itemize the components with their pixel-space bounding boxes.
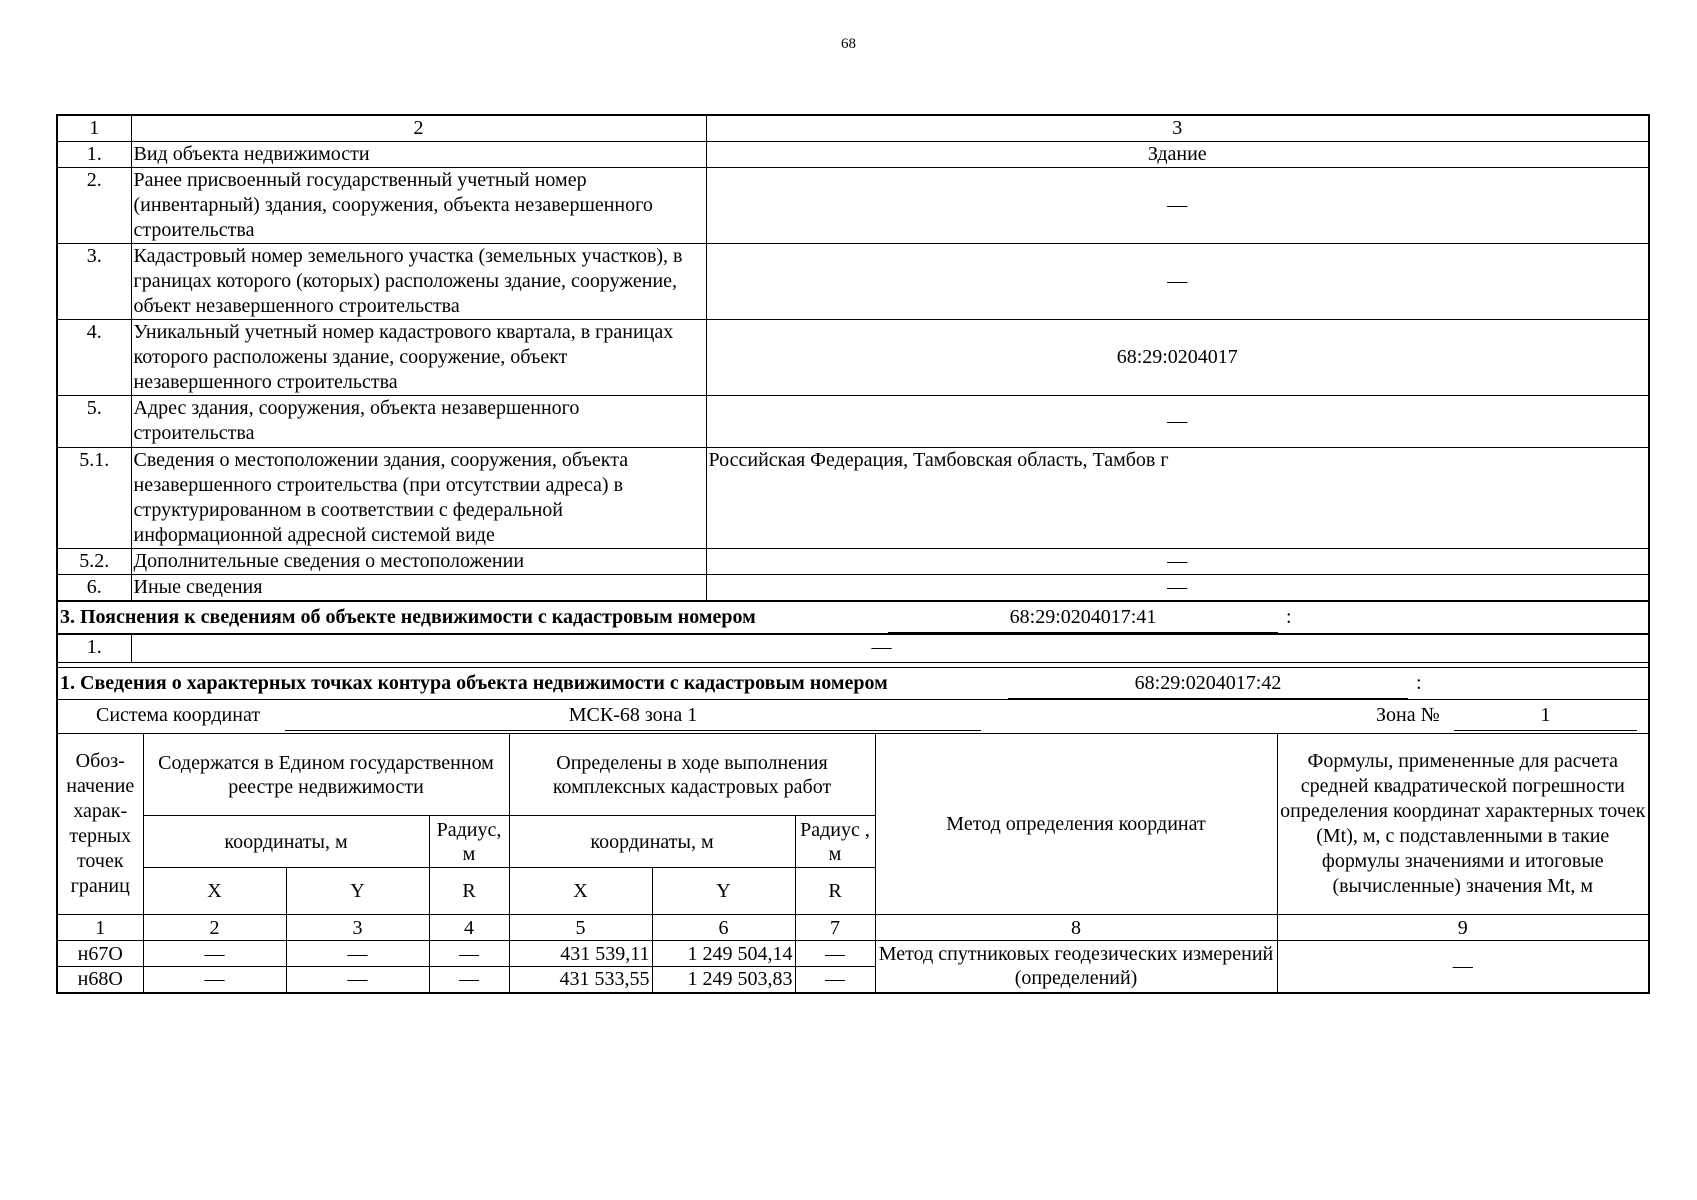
row-number: 6. — [57, 575, 131, 602]
coords-header: координаты, м — [509, 816, 795, 868]
complex-x: 431 533,55 — [509, 967, 652, 993]
method-header: Метод определения координат — [875, 734, 1277, 915]
document-body — [56, 114, 1650, 994]
column-number: 9 — [1277, 915, 1649, 941]
formula-value: — — [1277, 941, 1649, 993]
row-label: Адрес здания, сооружения, объекта незавершенного строительства — [131, 396, 706, 448]
x-header: X — [143, 868, 286, 915]
table-header-row — [57, 115, 1649, 142]
egrn-r: — — [429, 941, 509, 967]
section3-header — [56, 602, 1650, 634]
section3-table — [56, 634, 1650, 663]
column-number: 6 — [652, 915, 795, 941]
colon: : — [1416, 672, 1422, 694]
egrn-y: — — [286, 941, 429, 967]
designation-header: Обоз-начение харак-терных точек границ — [57, 734, 143, 915]
column-number: 1 — [57, 915, 143, 941]
y-header: Y — [652, 868, 795, 915]
coord-system-label: Система координат — [96, 704, 261, 726]
egrn-y: — — [286, 967, 429, 993]
header-cell: 1 — [57, 115, 131, 142]
formula-header: Формулы, примененные для расчета средней квадратической погрешности определения координат характерных точек (Mt), м, с подставленными в такие формулы значениями и итоговые (вычисленные) значения Mt, м — [1277, 734, 1649, 915]
row-number: 2. — [57, 168, 131, 244]
egrn-r: — — [429, 967, 509, 993]
table-row — [57, 941, 1649, 967]
egrn-x: — — [143, 967, 286, 993]
table-row — [57, 168, 1649, 244]
complex-r: — — [795, 941, 875, 967]
row-value: — — [706, 168, 1649, 244]
coord-system-value: МСК-68 зона 1 — [285, 700, 981, 731]
complex-x: 431 539,11 — [509, 941, 652, 967]
table-row — [57, 142, 1649, 168]
complex-y: 1 249 503,83 — [652, 967, 795, 993]
row-number: 3. — [57, 244, 131, 320]
row-number: 1. — [57, 635, 131, 663]
row-number: 5.1. — [57, 448, 131, 549]
row-number: 5. — [57, 396, 131, 448]
colon: : — [1286, 606, 1292, 628]
zone-label: Зона № — [1376, 704, 1440, 726]
table-row — [57, 448, 1649, 549]
table-row — [57, 549, 1649, 575]
egrn-x: — — [143, 941, 286, 967]
column-number: 4 — [429, 915, 509, 941]
complex-y: 1 249 504,14 — [652, 941, 795, 967]
column-number: 5 — [509, 915, 652, 941]
column-number: 2 — [143, 915, 286, 941]
radius-header: Радиус, м — [429, 816, 509, 868]
row-label: Иные сведения — [131, 575, 706, 602]
header-cell: 2 — [131, 115, 706, 142]
row-value: — — [706, 244, 1649, 320]
point-name: н68О — [57, 967, 143, 993]
coord-system-line — [56, 700, 1650, 733]
point-name: н67О — [57, 941, 143, 967]
complex-r: — — [795, 967, 875, 993]
complex-works-group-header: Определены в ходе выполнения комплексных кадастровых работ — [509, 734, 875, 816]
table-row — [57, 320, 1649, 396]
column-number: 8 — [875, 915, 1277, 941]
quarter-number-value: 68:29:0204017 — [706, 320, 1649, 396]
row-value: — — [706, 549, 1649, 575]
section1-cadastral-number: 68:29:0204017:42 — [1008, 668, 1408, 699]
radius-header: Радиус , м — [795, 816, 875, 868]
row-number: 1. — [57, 142, 131, 168]
section1-header — [56, 668, 1650, 700]
table-row — [57, 396, 1649, 448]
row-label: Вид объекта недвижимости — [131, 142, 706, 168]
y-header: Y — [286, 868, 429, 915]
location-value: Российская Федерация, Тамбовская область, Тамбов г — [706, 448, 1649, 549]
row-value: Здание — [706, 142, 1649, 168]
table-row — [57, 635, 1649, 663]
row-number: 4. — [57, 320, 131, 396]
row-value: — — [131, 635, 1649, 663]
header-cell: 3 — [706, 115, 1649, 142]
row-label: Уникальный учетный номер кадастрового квартала, в границах которого расположены здание, сооружение, объект незавершенного строительства — [131, 320, 706, 396]
table-row — [57, 244, 1649, 320]
row-label: Дополнительные сведения о местоположении — [131, 549, 706, 575]
table-row — [57, 575, 1649, 602]
object-info-table — [56, 114, 1650, 602]
row-label: Кадастровый номер земельного участка (земельных участков), в границах которого (которых) расположены здание, сооружение, объект незавершенного строительства — [131, 244, 706, 320]
r-header: R — [429, 868, 509, 915]
row-value: — — [706, 396, 1649, 448]
coords-header: координаты, м — [143, 816, 429, 868]
column-number: 7 — [795, 915, 875, 941]
section3-cadastral-number: 68:29:0204017:41 — [888, 602, 1278, 633]
section1-title: 1. Сведения о характерных точках контура объекта недвижимости с кадастровым номером — [60, 672, 888, 694]
egrn-group-header: Содержатся в Едином государственном реестре недвижимости — [143, 734, 509, 816]
row-label: Сведения о местоположении здания, сооружения, объекта незавершенного строительства (при отсутствии адреса) в структурированном в соответствии с федеральной информационной адресной системой виде — [131, 448, 706, 549]
page-number: 68 — [841, 36, 856, 52]
r-header: R — [795, 868, 875, 915]
column-numbers-row — [57, 915, 1649, 941]
points-table — [56, 733, 1650, 994]
x-header: X — [509, 868, 652, 915]
row-number: 5.2. — [57, 549, 131, 575]
row-value: — — [706, 575, 1649, 602]
zone-value: 1 — [1454, 700, 1637, 731]
row-label: Ранее присвоенный государственный учетный номер (инвентарный) здания, сооружения, объекта незавершенного строительства — [131, 168, 706, 244]
column-number: 3 — [286, 915, 429, 941]
section3-title: 3. Пояснения к сведениям об объекте недвижимости с кадастровым номером — [60, 606, 756, 628]
method-value: Метод спутниковых геодезических измерений (определений) — [875, 941, 1277, 993]
